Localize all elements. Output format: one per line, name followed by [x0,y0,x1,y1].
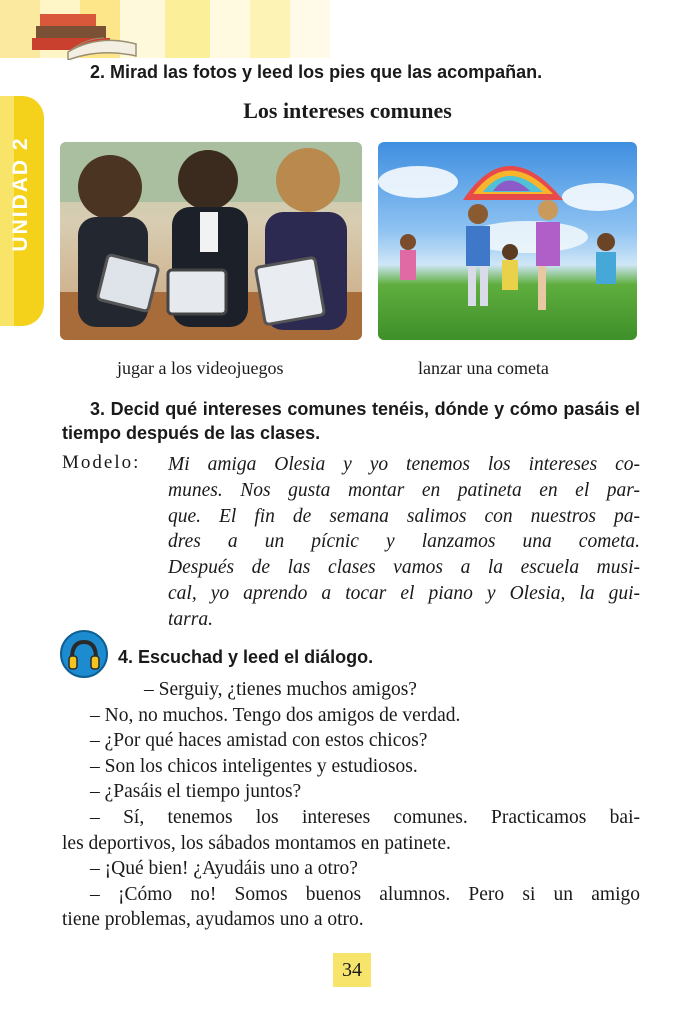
dialog-line: – ¡Cómo no! Somos buenos alumnos. Pero si un amigo [90,883,640,905]
model-line: munes. Nos gusta montar en patineta en el par- [168,479,640,501]
photo-kids-with-kite [378,142,637,340]
books-icon [28,4,140,60]
page-number: 34 [333,953,371,987]
section-title: Los intereses comunes [243,98,452,123]
dialog-line: – Sí, tenemos los intereses comunes. Practicamos bai- [90,806,640,828]
dialog-line: – Serguiy, ¿tienes muchos amigos? [144,679,417,700]
unit-label: UNIDAD 2 [9,136,32,252]
caption-kite: lanzar una cometa [418,358,549,378]
dialog [62,677,640,933]
dialog-line: les deportivos, los sábados montamos en patinete. [62,832,451,854]
dialog-line: – ¿Por qué haces amistad con estos chicos? [90,730,428,752]
exercise-4-instruction: 4. Escuchad y leed el diálogo. [118,647,374,667]
exercise-3-instruction: 3. Decid qué intereses comunes tenéis, dónde y cómo pasáis el tiempo después de las clases. [62,399,640,443]
model-line: Mi amiga Olesia y yo tenemos los intereses co- [168,454,640,475]
model-line: que. El fin de semana salimos con nuestros pa- [168,505,640,527]
model-text [168,452,640,633]
headphones-icon[interactable] [60,630,108,678]
dialog-line: – ¡Qué bien! ¿Ayudáis uno a otro? [90,858,358,880]
exercise-2-instruction: 2. Mirad las fotos y leed los pies que las acompañan. [90,62,543,82]
caption-videogames: jugar a los videojuegos [117,358,284,378]
dialog-line: – ¿Pasáis el tiempo juntos? [90,781,302,803]
model-label: Modelo: [62,452,141,473]
model-line: cal, yo aprendo a tocar el piano y Olesia, la gui- [168,582,640,604]
dialog-line: tiene problemas, ayudamos uno a otro. [62,909,364,931]
photo-kids-with-tablets [60,142,362,340]
dialog-line: – No, no muchos. Tengo dos amigos de verdad. [90,704,461,726]
model-line: Después de las clases vamos a la escuela musi- [168,557,640,579]
model-line: tarra. [168,608,213,630]
dialog-line: – Son los chicos inteligentes y estudiosos. [90,755,418,777]
model-line: dres a un pícnic y lanzamos una cometa. [168,531,640,553]
